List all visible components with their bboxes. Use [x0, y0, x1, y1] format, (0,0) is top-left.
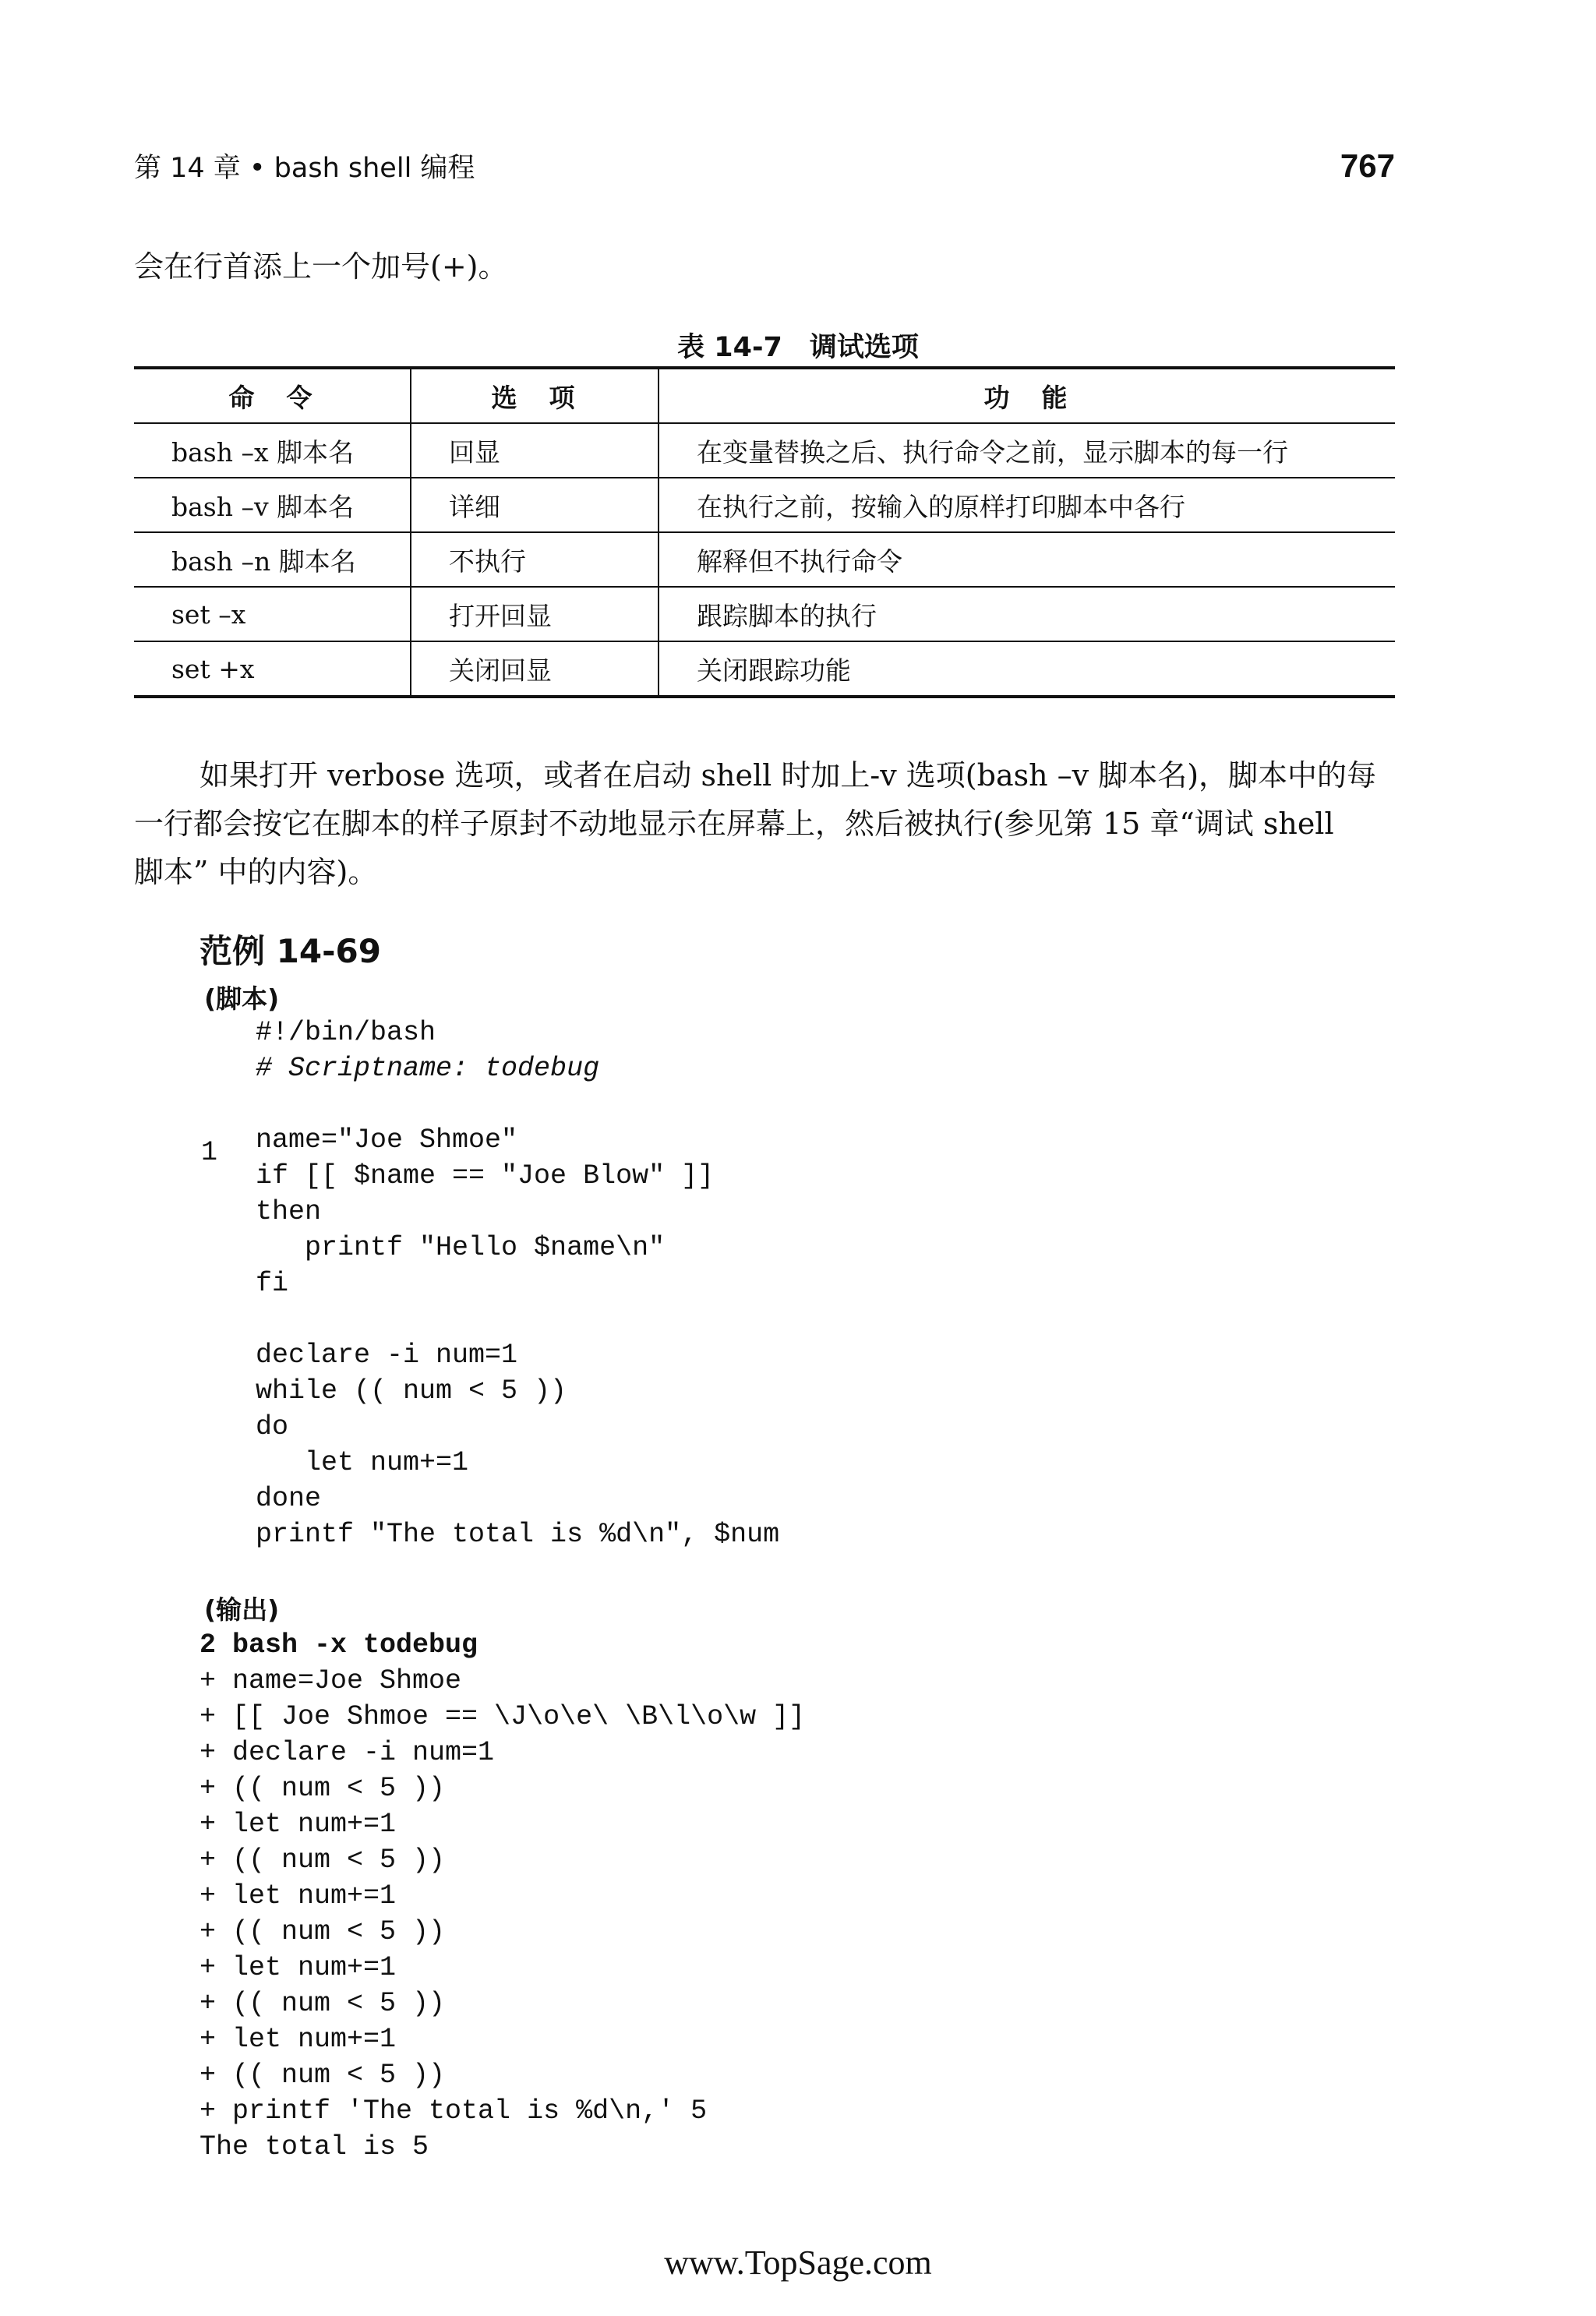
code-line: #!/bin/bash [256, 1017, 436, 1048]
output-line: + (( num < 5 )) [200, 2060, 446, 2091]
script-label: (脚本) [204, 983, 280, 1014]
output-line: + let num+=1 [200, 1880, 397, 1912]
function-cell: 跟踪脚本的执行 [659, 587, 1395, 641]
column-header: 功 能 [659, 368, 1395, 423]
function-cell: 在变量替换之后、执行命令之前，显示脚本的每一行 [659, 423, 1395, 478]
debug-options-table [134, 366, 1395, 698]
output-line: + (( num < 5 )) [200, 1773, 446, 1804]
script-code-block [256, 1015, 779, 1552]
table-row [134, 478, 1395, 532]
chapter-heading: 第 14 章 • bash shell 编程 [134, 153, 475, 184]
option-cell: 不执行 [411, 532, 659, 587]
code-line: while (( num < 5 )) [256, 1375, 567, 1407]
table-row [134, 423, 1395, 478]
function-cell: 关闭跟踪功能 [659, 641, 1395, 697]
option-cell: 关闭回显 [411, 641, 659, 697]
output-line: + (( num < 5 )) [200, 1845, 446, 1876]
code-line: printf "The total is %d\n", $num [256, 1519, 780, 1550]
code-line: name="Joe Shmoe" [256, 1124, 518, 1156]
output-line: + printf 'The total is %d\n,' 5 [200, 2095, 708, 2127]
output-line: + (( num < 5 )) [200, 1916, 446, 1947]
intro-line: 会在行首添上一个加号(+)。 [134, 249, 508, 284]
function-cell: 解释但不执行命令 [659, 532, 1395, 587]
code-line: fi [256, 1268, 289, 1299]
option-cell: 回显 [411, 423, 659, 478]
footer-watermark: www.TopSage.com [664, 2244, 932, 2282]
output-line: + [[ Joe Shmoe == \J\o\e\ \B\l\o\w ]] [200, 1701, 806, 1732]
code-line: # Scriptname: todebug [256, 1053, 600, 1084]
column-header: 命 令 [134, 368, 411, 423]
paragraph-line: 脚本” 中的内容)。 [134, 855, 378, 889]
code-line: then [256, 1196, 322, 1227]
output-line: + (( num < 5 )) [200, 1988, 446, 2019]
paragraph-line: 一行都会按它在脚本的样子原封不动地显示在屏幕上，然后被执行(参见第 15 章“调试 shell [134, 807, 1334, 841]
output-line: The total is 5 [200, 2131, 429, 2162]
code-line: declare -i num=1 [256, 1340, 518, 1371]
code-line: if [[ $name == "Joe Blow" ]] [256, 1160, 715, 1192]
paragraph-line: 如果打开 verbose 选项，或者在启动 shell 时加上-v 选项(bash –v 脚本名)，脚本中的每 [200, 758, 1377, 793]
command-cell: bash –v 脚本名 [134, 478, 411, 532]
option-cell: 打开回显 [411, 587, 659, 641]
line-number: 1 [201, 1137, 218, 1168]
output-line: + name=Joe Shmoe [200, 1665, 462, 1696]
table-header-row [134, 368, 1395, 423]
column-header: 选 项 [411, 368, 659, 423]
page-header [134, 143, 1395, 189]
output-line: + declare -i num=1 [200, 1737, 495, 1768]
command-cell: set –x [134, 587, 411, 641]
code-line: printf "Hello $name\n" [256, 1232, 666, 1263]
table-row [134, 641, 1395, 697]
code-line: let num+=1 [256, 1447, 469, 1478]
example-title: 范例 14-69 [200, 932, 381, 970]
table-row [134, 532, 1395, 587]
command-cell: bash –n 脚本名 [134, 532, 411, 587]
output-command: 2 bash -x todebug [200, 1629, 478, 1661]
code-line: do [256, 1411, 289, 1442]
output-line: + let num+=1 [200, 2024, 397, 2055]
body-paragraph [134, 751, 1395, 896]
command-cell: set +x [134, 641, 411, 697]
output-line: + let num+=1 [200, 1809, 397, 1840]
code-line [256, 1086, 779, 1122]
command-cell: bash –x 脚本名 [134, 423, 411, 478]
output-label: (输出) [204, 1594, 280, 1625]
function-cell: 在执行之前，按输入的原样打印脚本中各行 [659, 478, 1395, 532]
option-cell: 详细 [411, 478, 659, 532]
output-code-block [200, 1627, 805, 2165]
code-line [256, 1301, 779, 1337]
table-caption: 表 14-7 调试选项 [677, 332, 919, 363]
output-line: + let num+=1 [200, 1952, 397, 1983]
code-line: done [256, 1483, 322, 1514]
page-number: 767 [1340, 147, 1395, 184]
table-row [134, 587, 1395, 641]
